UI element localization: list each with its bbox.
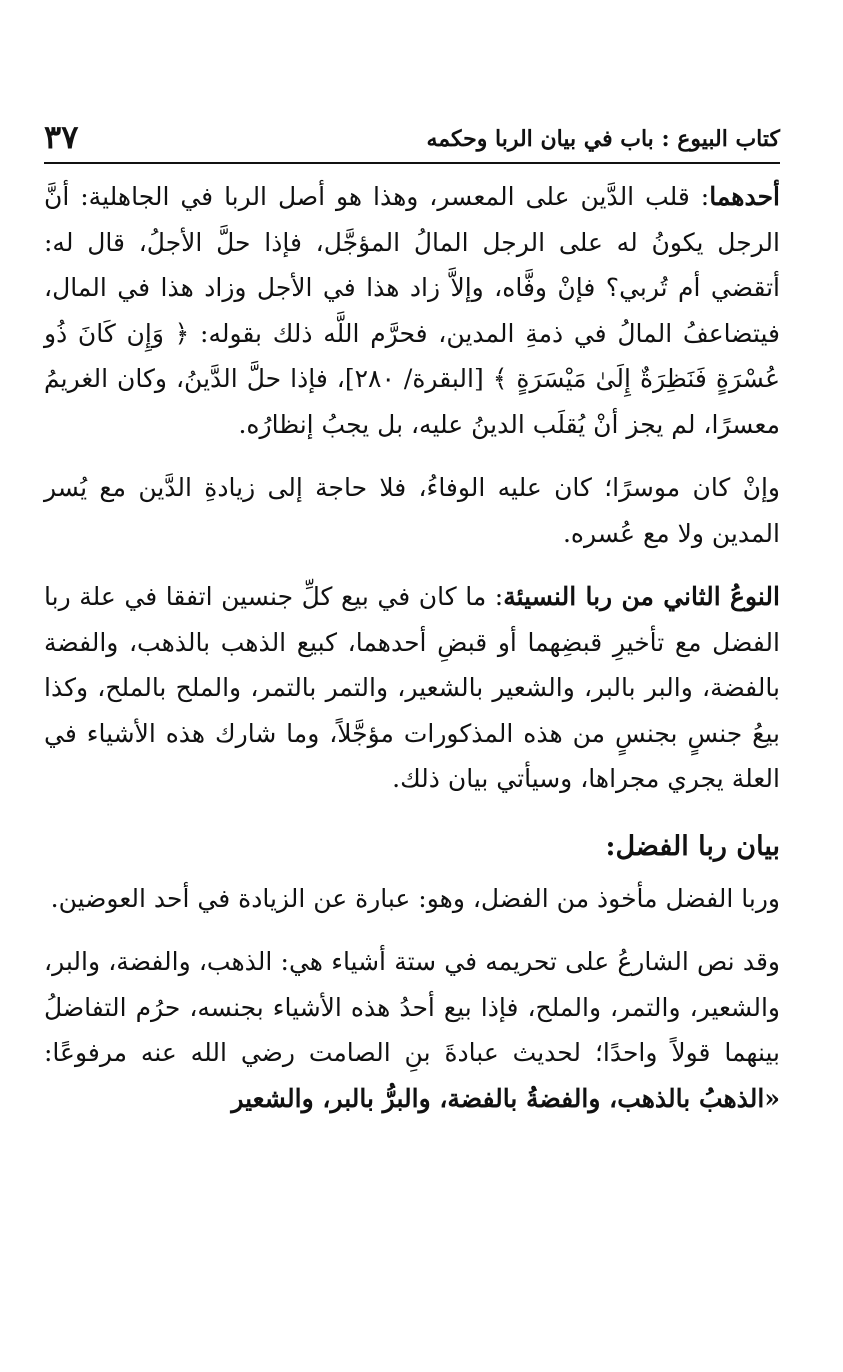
hadith-quote: «الذهبُ بالذهب، والفضةُ بالفضة، والبرُّ بالبر، والشعير [231, 1083, 780, 1113]
paragraph-solvent-debtor [44, 465, 780, 556]
section-heading: بيان ربا الفضل: [605, 830, 780, 862]
paragraph-six-items [44, 939, 780, 1121]
paragraph-text-continued: [البقرة/ ٢٨٠]، فإذا حلَّ الدَّينُ، وكان الغريمُ معسرًا، لم يجز أنْ يُقلَب الدينُ عليه، بل يجبُ إنظارُه. [44, 364, 780, 439]
paragraph-definition [44, 876, 780, 922]
paragraph-text: : ما كان في بيع كلِّ جنسين اتفقا في علة ربا الفضل مع تأخيرِ قبضِهما أو قبضِ أحدهما، كبيع الذهب بالذهب، والفضة بالفضة، والبر بالبر، والشعير بالشعير، والتمر بالتمر، والملح بالملح، وكذا بيعُ جنسٍ بجنسٍ من هذه المذكورات مؤجَّلاً، وما شارك هذه الأشياء في العلة يجري مجراها، وسيأتي بيان ذلك. [44, 582, 780, 793]
paragraph-text: وقد نص الشارعُ على تحريمه في ستة أشياء هي: الذهب، والفضة، والبر، والشعير، والتمر، والملح، فإذا بيع أحدُ هذه الأشياء بجنسه، حرُم التفاضلُ بينهما قولاً واحدًا؛ لحديث عبادةَ بنِ الصامت رضي الله عنه مرفوعًا: [44, 947, 780, 1067]
paragraph-second-type [44, 574, 780, 802]
page-body [44, 174, 780, 1121]
paragraph-usury-of-debt [44, 174, 780, 447]
quran-verse: ﴿ وَإِن كَانَ ذُو عُسْرَةٍ فَنَظِرَةٌ إِلَىٰ مَيْسَرَةٍ ﴾ [44, 318, 780, 393]
paragraph-lead: النوعُ الثاني من ربا النسيئة [503, 582, 780, 611]
paragraph-text: : قلب الدَّين على المعسر، وهذا هو أصل الربا في الجاهلية: أنَّ الرجل يكونُ له على الرجل المالُ المؤجَّل، فإذا حلَّ الأجلُ، قال له: أتقضي أم تُربي؟ فإنْ وفَّاه، وإلاَّ زاد هذا في الأجل وزاد هذا في المال، فيتضاعفُ المالُ في ذمةِ المدين، فحرَّم اللَّه ذلك بقوله: [44, 182, 781, 348]
page-header [44, 118, 780, 164]
paragraph-text: وربا الفضل مأخوذ من الفضل، وهو: عبارة عن الزيادة في أحد العوضين. [50, 883, 780, 913]
paragraph-text: وإنْ كان موسرًا؛ كان عليه الوفاءُ، فلا حاجة إلى زيادةِ الدَّين مع يُسر المدين ولا مع عُسره. [44, 473, 780, 548]
paragraph-lead: أحدهما [709, 182, 780, 211]
book-page [44, 118, 780, 1121]
running-title: كتاب البيوع : باب في بيان الربا وحكمه [426, 126, 780, 152]
page-number: ٣٧ [44, 118, 79, 156]
